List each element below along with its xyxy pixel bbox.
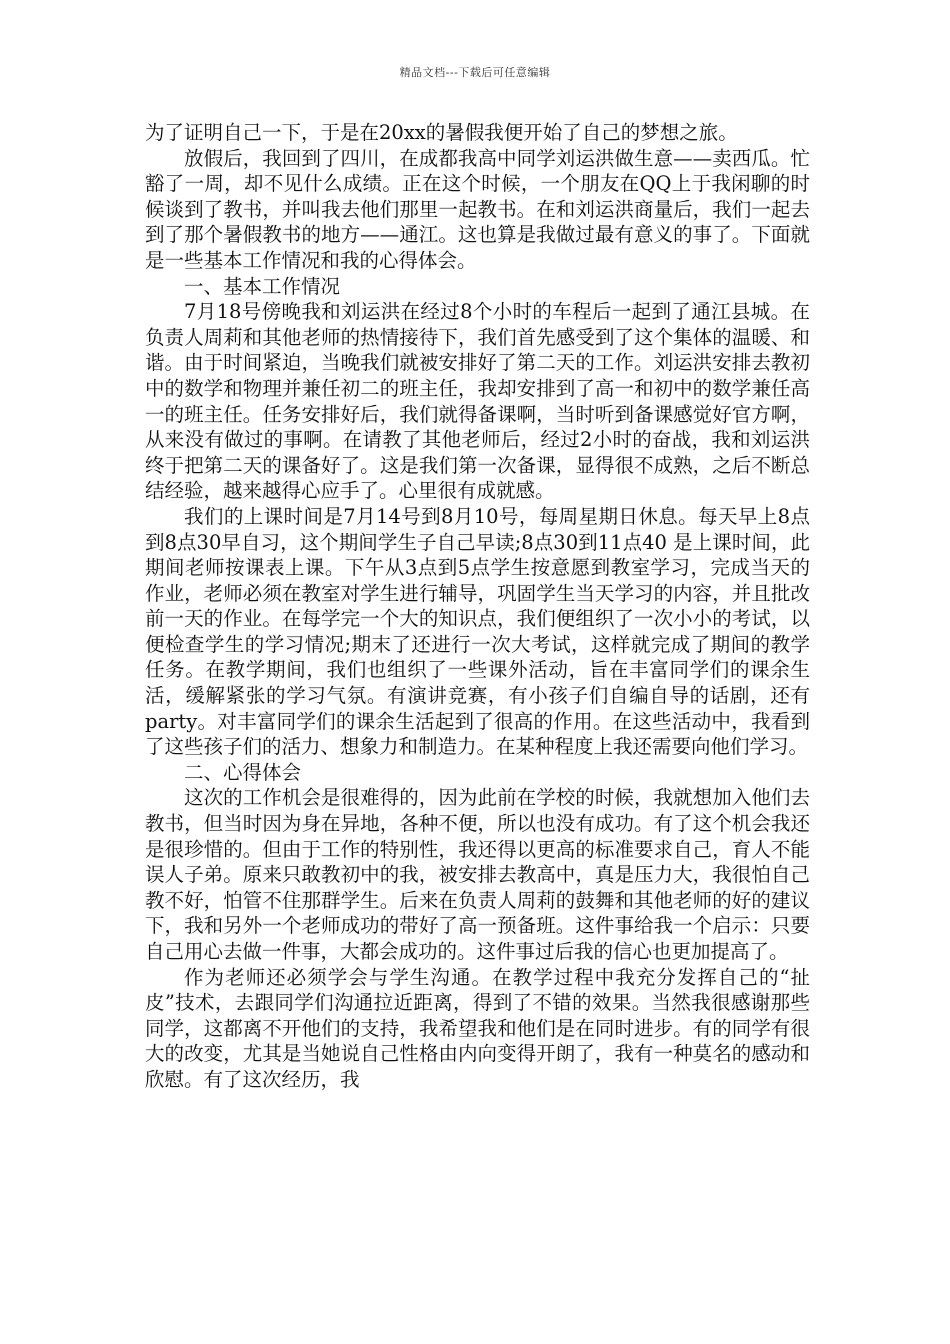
paragraph-schedule: 我们的上课时间是7月14号到8月10号，每周星期日休息。每天早上8点到8点30早自习，这个期间学生子自己早读;8点30到11点40 是上课时间，此期间老师按课表上课。下午从3点到5点学生按意愿到教室学习，完成当天的作业，老师必须在教室对学生进行辅导，巩固学生当天学习的内容，并且批改前一天的作业。在每学完一个大的知识点，我们便组织了一次小小的考试，以便检查学生的学习情况;期末了还进行一次大考试，这样就完成了期间的教学任务。在教学期间，我们也组织了一些课外活动，旨在丰富同学们的课余生活，缓解紧张的学习气氛。有演讲竞赛，有小孩子们自编自导的话剧，还有party。对丰富同学们的课余生活起到了很高的作用。在这些活动中，我看到了这些孩子们的活力、想象力和制造力。在某种程度上我还需要向他们学习。: [145, 504, 810, 759]
paragraph-intro: 为了证明自己一下，于是在20xx的暑假我便开始了自己的梦想之旅。: [145, 121, 738, 144]
document-body: [145, 120, 810, 1093]
paragraph-arrival: 7月18号傍晚我和刘运洪在经过8个小时的车程后一起到了通江县城。在负责人周莉和其他老师的热情接待下，我们首先感受到了这个集体的温暖、和谐。由于时间紧迫，当晚我们就被安排好了第二天的工作。刘运洪安排去教初中的数学和物理并兼任初二的班主任，我却安排到了高一和初中的数学兼任高一的班主任。任务安排好后，我们就得备课啊，当时听到备课感觉好官方啊，从来没有做过的事啊。在请教了其他老师后，经过2小时的奋战，我和刘运洪终于把第二天的课备好了。这是我们第一次备课，显得很不成熟，之后不断总结经验，越来越得心应手了。心里很有成就感。: [145, 300, 810, 503]
section-heading-work: 一、基本工作情况: [184, 274, 341, 298]
paragraph-vacation: 放假后，我回到了四川，在成都我高中同学刘运洪做生意——卖西瓜。忙豁了一周，却不见什么成绩。正在这个时候，一个朋友在QQ上于我闲聊的时候谈到了教书，并叫我去他们那里一起教书。在和刘运洪商量后，我们一起去到了那个暑假教书的地方——通江。这也算是我做过最有意义的事了。下面就是一些基本工作情况和我的心得体会。: [145, 146, 810, 272]
page-header: 精品文档---下载后可任意编辑: [399, 66, 551, 79]
paragraph-communication: 作为老师还必须学会与学生沟通。在教学过程中我充分发挥自己的“扯皮”技术，去跟同学们沟通拉近距离，得到了不错的效果。当然我很感谢那些同学，这都离不开他们的支持，我希望我和他们是在同时进步。有的同学有很大的改变，尤其是当她说自己性格由内向变得开朗了，我有一种莫名的感动和欣慰。有了这次经历，我: [145, 965, 810, 1091]
paragraph-opportunity: 这次的工作机会是很难得的，因为此前在学校的时候，我就想加入他们去教书，但当时因为身在异地，各种不便，所以也没有成功。有了这个机会我还是很珍惜的。但由于工作的特别性，我还得以更高的标准要求自己，育人不能误人子弟。原来只敢教初中的我，被安排去教高中，真是压力大，我很怕自己教不好，怕管不住那群学生。后来在负责人周莉的鼓舞和其他老师的好的建议下，我和另外一个老师成功的带好了高一预备班。这件事给我一个启示：只要自己用心去做一件事，大都会成功的。这件事过后我的信心也更加提高了。: [145, 786, 810, 963]
section-heading-reflection: 二、心得体会: [184, 760, 302, 784]
